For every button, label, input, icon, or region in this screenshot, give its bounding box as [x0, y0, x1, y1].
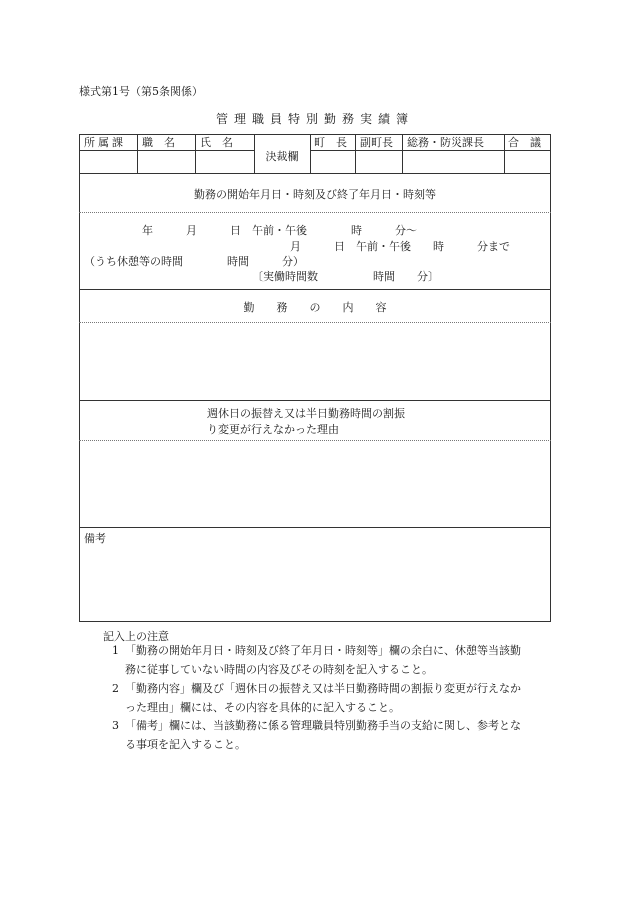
- form-table: [79, 134, 551, 622]
- work-period-heading: 勤務の開始年月日・時刻及び終了年月日・時刻等: [194, 188, 436, 201]
- note-text-line: る事項を記入すること。: [125, 738, 246, 751]
- reason-heading-line-2: り変更が行えなかった理由: [207, 423, 339, 436]
- section-divider: [79, 400, 551, 401]
- consultation-label: 合 議: [508, 136, 541, 149]
- work-content-heading: 勤 務 の 内 容: [243, 301, 387, 314]
- note-item: [103, 679, 553, 717]
- note-text-line: った理由」欄には、その内容を具体的に記入すること。: [125, 701, 400, 714]
- column-divider: [402, 134, 403, 173]
- column-divider: [195, 134, 196, 173]
- break-time-line: （うち休憩等の時間 時間 分）: [84, 255, 304, 268]
- column-divider: [355, 134, 356, 173]
- note-item: [103, 641, 553, 679]
- general-affairs-label: 総務・防災課長: [407, 136, 484, 149]
- note-text-line: 「勤務の開始年月日・時刻及び終了年月日・時刻等」欄の余白に、休憩等当該勤: [125, 644, 521, 657]
- header-row-divider: [310, 150, 551, 151]
- document-title: 管理職員特別勤務実績簿: [215, 112, 414, 126]
- column-divider: [504, 134, 505, 173]
- note-text-line: 務に従事していない時間の内容及びその時刻を記入すること。: [125, 663, 433, 676]
- form-label: 様式第1号（第5条関係）: [79, 85, 203, 98]
- mayor-label: 町 長: [314, 136, 347, 149]
- dotted-divider: [79, 322, 551, 323]
- notes-title: 記入上の注意: [103, 630, 169, 643]
- note-number: 3: [112, 719, 119, 732]
- header-row-divider: [79, 150, 254, 151]
- dept-label: 所属課: [84, 136, 126, 149]
- column-divider: [137, 134, 138, 173]
- approval-column-label: 決裁欄: [265, 150, 299, 163]
- section-divider: [79, 527, 551, 528]
- note-item: [103, 716, 553, 754]
- note-number: 1: [112, 644, 119, 657]
- section-divider: [79, 289, 551, 290]
- note-text-line: 「勤務内容」欄及び「週休日の振替え又は半日勤務時間の割振り変更が行えなか: [125, 682, 521, 695]
- remarks-label: 備考: [84, 532, 106, 545]
- dotted-divider: [79, 212, 551, 213]
- note-text-line: 「備考」欄には、当該勤務に係る管理職員特別勤務手当の支給に関し、参考とな: [125, 719, 521, 732]
- column-divider: [310, 134, 311, 173]
- deputy-mayor-label: 副町長: [360, 136, 393, 149]
- reason-heading-line-1: 週休日の振替え又は半日勤務時間の割振: [207, 407, 405, 420]
- header-bottom-line: [79, 173, 551, 174]
- position-label: 職 名: [142, 136, 175, 149]
- dotted-divider: [79, 440, 551, 441]
- actual-hours-line: 〔実働時間数 時間 分〕: [252, 270, 439, 283]
- start-datetime-line: 年 月 日 午前・午後 時 分～: [142, 224, 417, 237]
- name-label: 氏 名: [200, 136, 233, 149]
- note-number: 2: [112, 682, 119, 695]
- end-datetime-line: 月 日 午前・午後 時 分まで: [290, 240, 510, 253]
